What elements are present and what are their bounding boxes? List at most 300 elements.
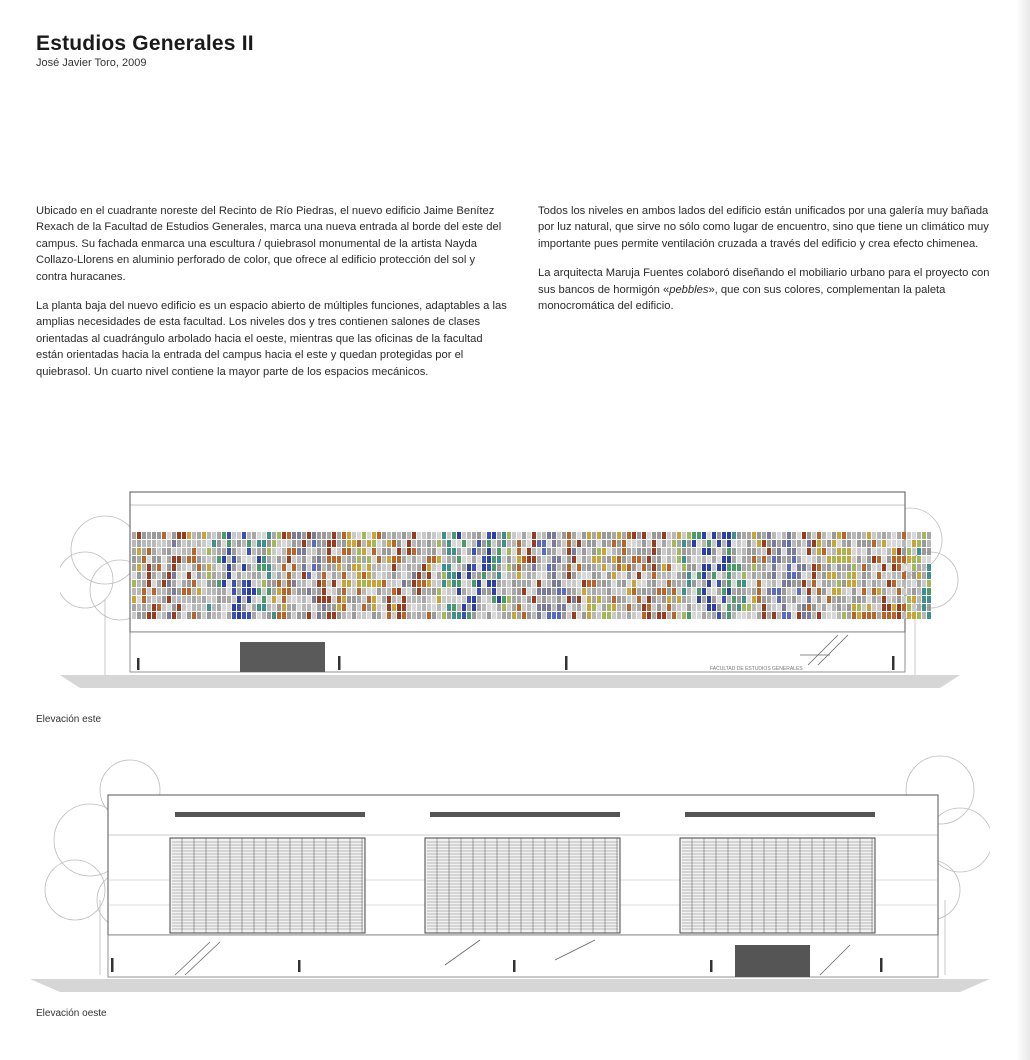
mural-tile <box>327 572 331 579</box>
mural-tile <box>282 596 286 603</box>
mural-tile <box>607 588 611 595</box>
mural-tile <box>767 572 771 579</box>
mural-tile <box>887 580 891 587</box>
mural-tile <box>672 540 676 547</box>
mural-tile <box>557 556 561 563</box>
mural-tile <box>622 564 626 571</box>
mural-tile <box>857 612 861 619</box>
mural-tile <box>682 572 686 579</box>
mural-tile <box>862 572 866 579</box>
mural-tile <box>762 580 766 587</box>
mural-tile <box>372 540 376 547</box>
mural-tile <box>912 548 916 555</box>
mural-tile <box>272 556 276 563</box>
mural-tile <box>817 564 821 571</box>
mural-tile <box>907 580 911 587</box>
mural-tile <box>607 556 611 563</box>
mural-tile <box>672 596 676 603</box>
mural-tile <box>532 564 536 571</box>
mural-tile <box>547 580 551 587</box>
mural-tile <box>747 540 751 547</box>
mural-tile <box>137 604 141 611</box>
mural-tile <box>917 580 921 587</box>
mural-tile <box>322 612 326 619</box>
mural-tile <box>462 604 466 611</box>
mural-tile <box>557 604 561 611</box>
mural-tile <box>487 556 491 563</box>
mural-tile <box>782 580 786 587</box>
mural-tile <box>237 596 241 603</box>
mural-tile <box>302 588 306 595</box>
mural-tile <box>852 540 856 547</box>
mural-tile <box>367 612 371 619</box>
mural-tile <box>437 596 441 603</box>
mural-tile <box>867 588 871 595</box>
mural-tile <box>407 596 411 603</box>
mural-tile <box>312 588 316 595</box>
mural-tile <box>907 540 911 547</box>
mural-tile <box>777 564 781 571</box>
mural-tile <box>327 532 331 539</box>
mural-tile <box>167 564 171 571</box>
mural-tile <box>567 580 571 587</box>
mural-tile <box>422 540 426 547</box>
mural-tile <box>572 564 576 571</box>
mural-tile <box>352 580 356 587</box>
mural-tile <box>322 604 326 611</box>
mural-tile <box>277 548 281 555</box>
mural-tile <box>392 604 396 611</box>
mural-tile <box>367 556 371 563</box>
mural-tile <box>507 588 511 595</box>
mural-tile <box>922 572 926 579</box>
mural-tile <box>297 548 301 555</box>
mural-tile <box>897 556 901 563</box>
mural-tile <box>542 612 546 619</box>
mural-tile <box>732 564 736 571</box>
mural-tile <box>507 540 511 547</box>
mural-tile <box>652 556 656 563</box>
mural-tile <box>487 540 491 547</box>
mural-tile <box>797 604 801 611</box>
mural-tile <box>687 540 691 547</box>
mural-tile <box>742 548 746 555</box>
mural-tile <box>227 540 231 547</box>
mural-tile <box>297 580 301 587</box>
mural-tile <box>792 588 796 595</box>
mural-tile <box>632 612 636 619</box>
mural-tile <box>177 588 181 595</box>
text-column-right <box>538 203 998 327</box>
mural-tile <box>762 572 766 579</box>
mural-tile <box>497 540 501 547</box>
mural-tile <box>362 580 366 587</box>
mural-tile <box>907 548 911 555</box>
mural-tile <box>602 596 606 603</box>
mural-tile <box>597 580 601 587</box>
mural-tile <box>457 580 461 587</box>
mural-tile <box>782 612 786 619</box>
mural-tile <box>882 604 886 611</box>
mural-tile <box>797 540 801 547</box>
mural-tile <box>462 596 466 603</box>
mural-tile <box>217 532 221 539</box>
mural-tile <box>567 564 571 571</box>
mural-tile <box>182 540 186 547</box>
mural-tile <box>597 548 601 555</box>
mural-tile <box>717 596 721 603</box>
mural-tile <box>847 564 851 571</box>
mural-tile <box>597 556 601 563</box>
mural-tile <box>292 564 296 571</box>
mural-tile <box>137 540 141 547</box>
mural-tile <box>887 596 891 603</box>
mural-tile <box>517 556 521 563</box>
mural-tile <box>417 556 421 563</box>
mural-tile <box>312 572 316 579</box>
mural-tile <box>617 556 621 563</box>
mural-tile <box>587 572 591 579</box>
mural-tile <box>437 588 441 595</box>
mural-tile <box>542 588 546 595</box>
mural-tile <box>372 532 376 539</box>
mural-tile <box>747 564 751 571</box>
mural-tile <box>527 572 531 579</box>
mural-tile <box>202 580 206 587</box>
mural-tile <box>142 532 146 539</box>
mural-tile <box>227 572 231 579</box>
mural-tile <box>702 540 706 547</box>
mural-tile <box>522 596 526 603</box>
mural-tile <box>692 580 696 587</box>
mural-tile <box>687 564 691 571</box>
mural-tile <box>522 612 526 619</box>
mural-tile <box>172 556 176 563</box>
mural-tile <box>217 588 221 595</box>
mural-tile <box>562 540 566 547</box>
mural-tile <box>442 556 446 563</box>
mural-tile <box>777 532 781 539</box>
mural-tile <box>497 556 501 563</box>
mural-tile <box>742 572 746 579</box>
mural-tile <box>652 596 656 603</box>
mural-tile <box>917 596 921 603</box>
mural-tile <box>497 572 501 579</box>
mural-tile <box>777 548 781 555</box>
mural-tile <box>812 532 816 539</box>
mural-tile <box>462 612 466 619</box>
mural-tile <box>917 604 921 611</box>
mural-tile <box>257 604 261 611</box>
mural-tile <box>467 604 471 611</box>
mural-tile <box>137 556 141 563</box>
mural-tile <box>807 564 811 571</box>
mural-tile <box>862 556 866 563</box>
mural-tile <box>197 588 201 595</box>
mural-tile <box>917 540 921 547</box>
mural-tile <box>702 596 706 603</box>
mural-tile <box>187 532 191 539</box>
mural-tile <box>317 580 321 587</box>
mural-tile <box>257 564 261 571</box>
mural-tile <box>712 532 716 539</box>
mural-tile <box>547 564 551 571</box>
mural-tile <box>357 532 361 539</box>
mural-tile <box>202 572 206 579</box>
mural-tile <box>572 612 576 619</box>
mural-tile <box>597 612 601 619</box>
mural-tile <box>152 580 156 587</box>
mural-tile <box>187 556 191 563</box>
mural-tile <box>227 548 231 555</box>
mural-tile <box>762 532 766 539</box>
mural-tile <box>597 604 601 611</box>
mural-tile <box>247 588 251 595</box>
mural-tile <box>497 604 501 611</box>
mural-tile <box>622 532 626 539</box>
mural-tile <box>352 612 356 619</box>
mural-tile <box>602 572 606 579</box>
mural-tile <box>452 580 456 587</box>
mural-tile <box>702 588 706 595</box>
mural-tile <box>772 612 776 619</box>
mural-tile <box>747 604 751 611</box>
mural-tile <box>892 532 896 539</box>
mural-tile <box>752 588 756 595</box>
mural-tile <box>512 556 516 563</box>
mural-tile <box>262 564 266 571</box>
mural-tile <box>232 540 236 547</box>
mural-tile <box>862 588 866 595</box>
mural-tile <box>797 580 801 587</box>
mural-tile <box>697 556 701 563</box>
mural-tile <box>257 556 261 563</box>
mural-tile <box>857 604 861 611</box>
mural-tile <box>342 532 346 539</box>
mural-tile <box>607 612 611 619</box>
mural-tile <box>792 556 796 563</box>
mural-tile <box>547 604 551 611</box>
mural-tile <box>682 580 686 587</box>
mural-tile <box>492 564 496 571</box>
mural-tile <box>397 580 401 587</box>
mural-tile <box>492 588 496 595</box>
mural-tile <box>722 532 726 539</box>
mural-tile <box>642 540 646 547</box>
mural-tile <box>437 612 441 619</box>
mural-tile <box>332 564 336 571</box>
mural-tile <box>847 572 851 579</box>
mural-tile <box>142 556 146 563</box>
mural-tile <box>647 532 651 539</box>
mural-tile <box>282 548 286 555</box>
mural-tile <box>372 580 376 587</box>
mural-tile <box>767 532 771 539</box>
mural-tile <box>792 532 796 539</box>
mural-tile <box>247 572 251 579</box>
mural-tile <box>742 540 746 547</box>
mural-tile <box>722 580 726 587</box>
mural-tile <box>637 588 641 595</box>
mural-tile <box>827 588 831 595</box>
mural-tile <box>532 532 536 539</box>
mural-tile <box>607 596 611 603</box>
mural-tile <box>467 548 471 555</box>
mural-tile <box>637 612 641 619</box>
mural-tile <box>392 612 396 619</box>
paragraph: Ubicado en el cuadrante noreste del Recinto de Río Piedras, el nuevo edificio Jaime Benítez Rexach de la Facultad de Estudios Generales, marca una nueva entrada al borde del este del campus. Su fachada enmarca una escultura / quiebrasol monumental de la artista Nayda Collazo-Llorens en aluminio perforado de color, que ofrece al edificio protección del sol y contra huracanes. <box>36 205 502 283</box>
mural-tile <box>502 588 506 595</box>
mural-tile <box>387 532 391 539</box>
mural-tile <box>752 596 756 603</box>
mural-tile <box>872 540 876 547</box>
mural-tile <box>542 556 546 563</box>
mural-tile <box>527 612 531 619</box>
mural-tile <box>262 612 266 619</box>
mural-tile <box>427 548 431 555</box>
mural-tile <box>927 588 931 595</box>
mural-tile <box>617 596 621 603</box>
mural-tile <box>297 532 301 539</box>
mural-tile <box>417 604 421 611</box>
mural-tile <box>892 580 896 587</box>
mural-tile <box>537 532 541 539</box>
mural-tile <box>382 556 386 563</box>
mural-tile <box>862 580 866 587</box>
mural-tile <box>312 540 316 547</box>
mural-tile <box>802 564 806 571</box>
mural-tile <box>302 532 306 539</box>
mural-tile <box>907 532 911 539</box>
mural-tile <box>302 612 306 619</box>
mural-tile <box>677 548 681 555</box>
mural-tile <box>772 564 776 571</box>
mural-tile <box>617 612 621 619</box>
mural-tile <box>862 540 866 547</box>
mural-tile <box>677 580 681 587</box>
mural-tile <box>677 540 681 547</box>
mural-tile <box>727 540 731 547</box>
mural-tile <box>287 556 291 563</box>
mural-tile <box>162 548 166 555</box>
mural-tile <box>792 572 796 579</box>
mural-tile <box>262 548 266 555</box>
mural-tile <box>317 572 321 579</box>
mural-tile <box>252 532 256 539</box>
mural-tile <box>762 540 766 547</box>
mural-tile <box>657 532 661 539</box>
mural-tile <box>472 612 476 619</box>
mural-tile <box>277 604 281 611</box>
mural-tile <box>707 588 711 595</box>
mural-tile <box>587 564 591 571</box>
mural-tile <box>677 564 681 571</box>
mural-tile <box>472 532 476 539</box>
mural-tile <box>822 540 826 547</box>
mural-tile <box>712 604 716 611</box>
mural-tile <box>157 532 161 539</box>
mural-tile <box>532 580 536 587</box>
mural-tile <box>527 556 531 563</box>
mural-tile <box>642 548 646 555</box>
mural-tile <box>867 580 871 587</box>
mural-tile <box>592 564 596 571</box>
mural-tile <box>292 532 296 539</box>
mural-tile <box>517 588 521 595</box>
mural-tile <box>272 580 276 587</box>
mural-tile <box>377 604 381 611</box>
mural-tile <box>547 556 551 563</box>
mural-tile <box>402 572 406 579</box>
mural-tile <box>837 556 841 563</box>
mural-tile <box>422 604 426 611</box>
mural-tile <box>312 580 316 587</box>
mural-tile <box>167 580 171 587</box>
mural-tile <box>842 548 846 555</box>
mural-tile <box>807 532 811 539</box>
mural-tile <box>212 564 216 571</box>
mural-tile <box>262 532 266 539</box>
mural-tile <box>532 604 536 611</box>
mural-tile <box>877 540 881 547</box>
mural-tile <box>632 548 636 555</box>
mural-tile <box>322 540 326 547</box>
mural-tile <box>297 572 301 579</box>
mural-tile <box>777 540 781 547</box>
mural-tile <box>187 580 191 587</box>
mural-tile <box>592 588 596 595</box>
mural-tile <box>577 588 581 595</box>
mural-tile <box>527 548 531 555</box>
mural-tile <box>627 604 631 611</box>
mural-tile <box>402 556 406 563</box>
paragraph: La planta baja del nuevo edificio es un espacio abierto de múltiples funciones, adaptables a las amplias necesidades de esta facultad. Los niveles dos y tres contienen salones de clases orientadas al cuadrángulo arbolado hacia el oeste, mientras que las oficinas de la facultad están orientadas hacia la entrada del campus hacia el este y quedan protegidas por el quiebrasol. Un cuarto nivel contiene la mayor parte de los espacios mecánicos. <box>36 300 507 378</box>
mural-tile <box>152 532 156 539</box>
mural-tile <box>477 564 481 571</box>
mural-tile <box>662 596 666 603</box>
mural-tile <box>657 540 661 547</box>
mural-tile <box>307 532 311 539</box>
mural-tile <box>502 580 506 587</box>
mural-tile <box>557 572 561 579</box>
mural-tile <box>717 604 721 611</box>
mural-tile <box>452 604 456 611</box>
mural-tile <box>177 596 181 603</box>
mural-tile <box>227 580 231 587</box>
mural-tile <box>277 564 281 571</box>
mural-tile <box>712 596 716 603</box>
mural-tile <box>252 548 256 555</box>
mural-tile <box>237 540 241 547</box>
mural-tile <box>922 540 926 547</box>
mural-tile <box>172 540 176 547</box>
mural-tile <box>447 564 451 571</box>
mural-tile <box>512 564 516 571</box>
mural-tile <box>207 580 211 587</box>
mural-tile <box>387 612 391 619</box>
mural-tile <box>882 548 886 555</box>
mural-tile <box>787 564 791 571</box>
mural-tile <box>927 580 931 587</box>
mural-tile <box>722 548 726 555</box>
mural-tile <box>552 604 556 611</box>
mural-tile <box>707 532 711 539</box>
mural-tile <box>662 532 666 539</box>
mural-tile <box>512 540 516 547</box>
mural-tile <box>787 604 791 611</box>
mural-tile <box>792 604 796 611</box>
mural-tile <box>572 588 576 595</box>
